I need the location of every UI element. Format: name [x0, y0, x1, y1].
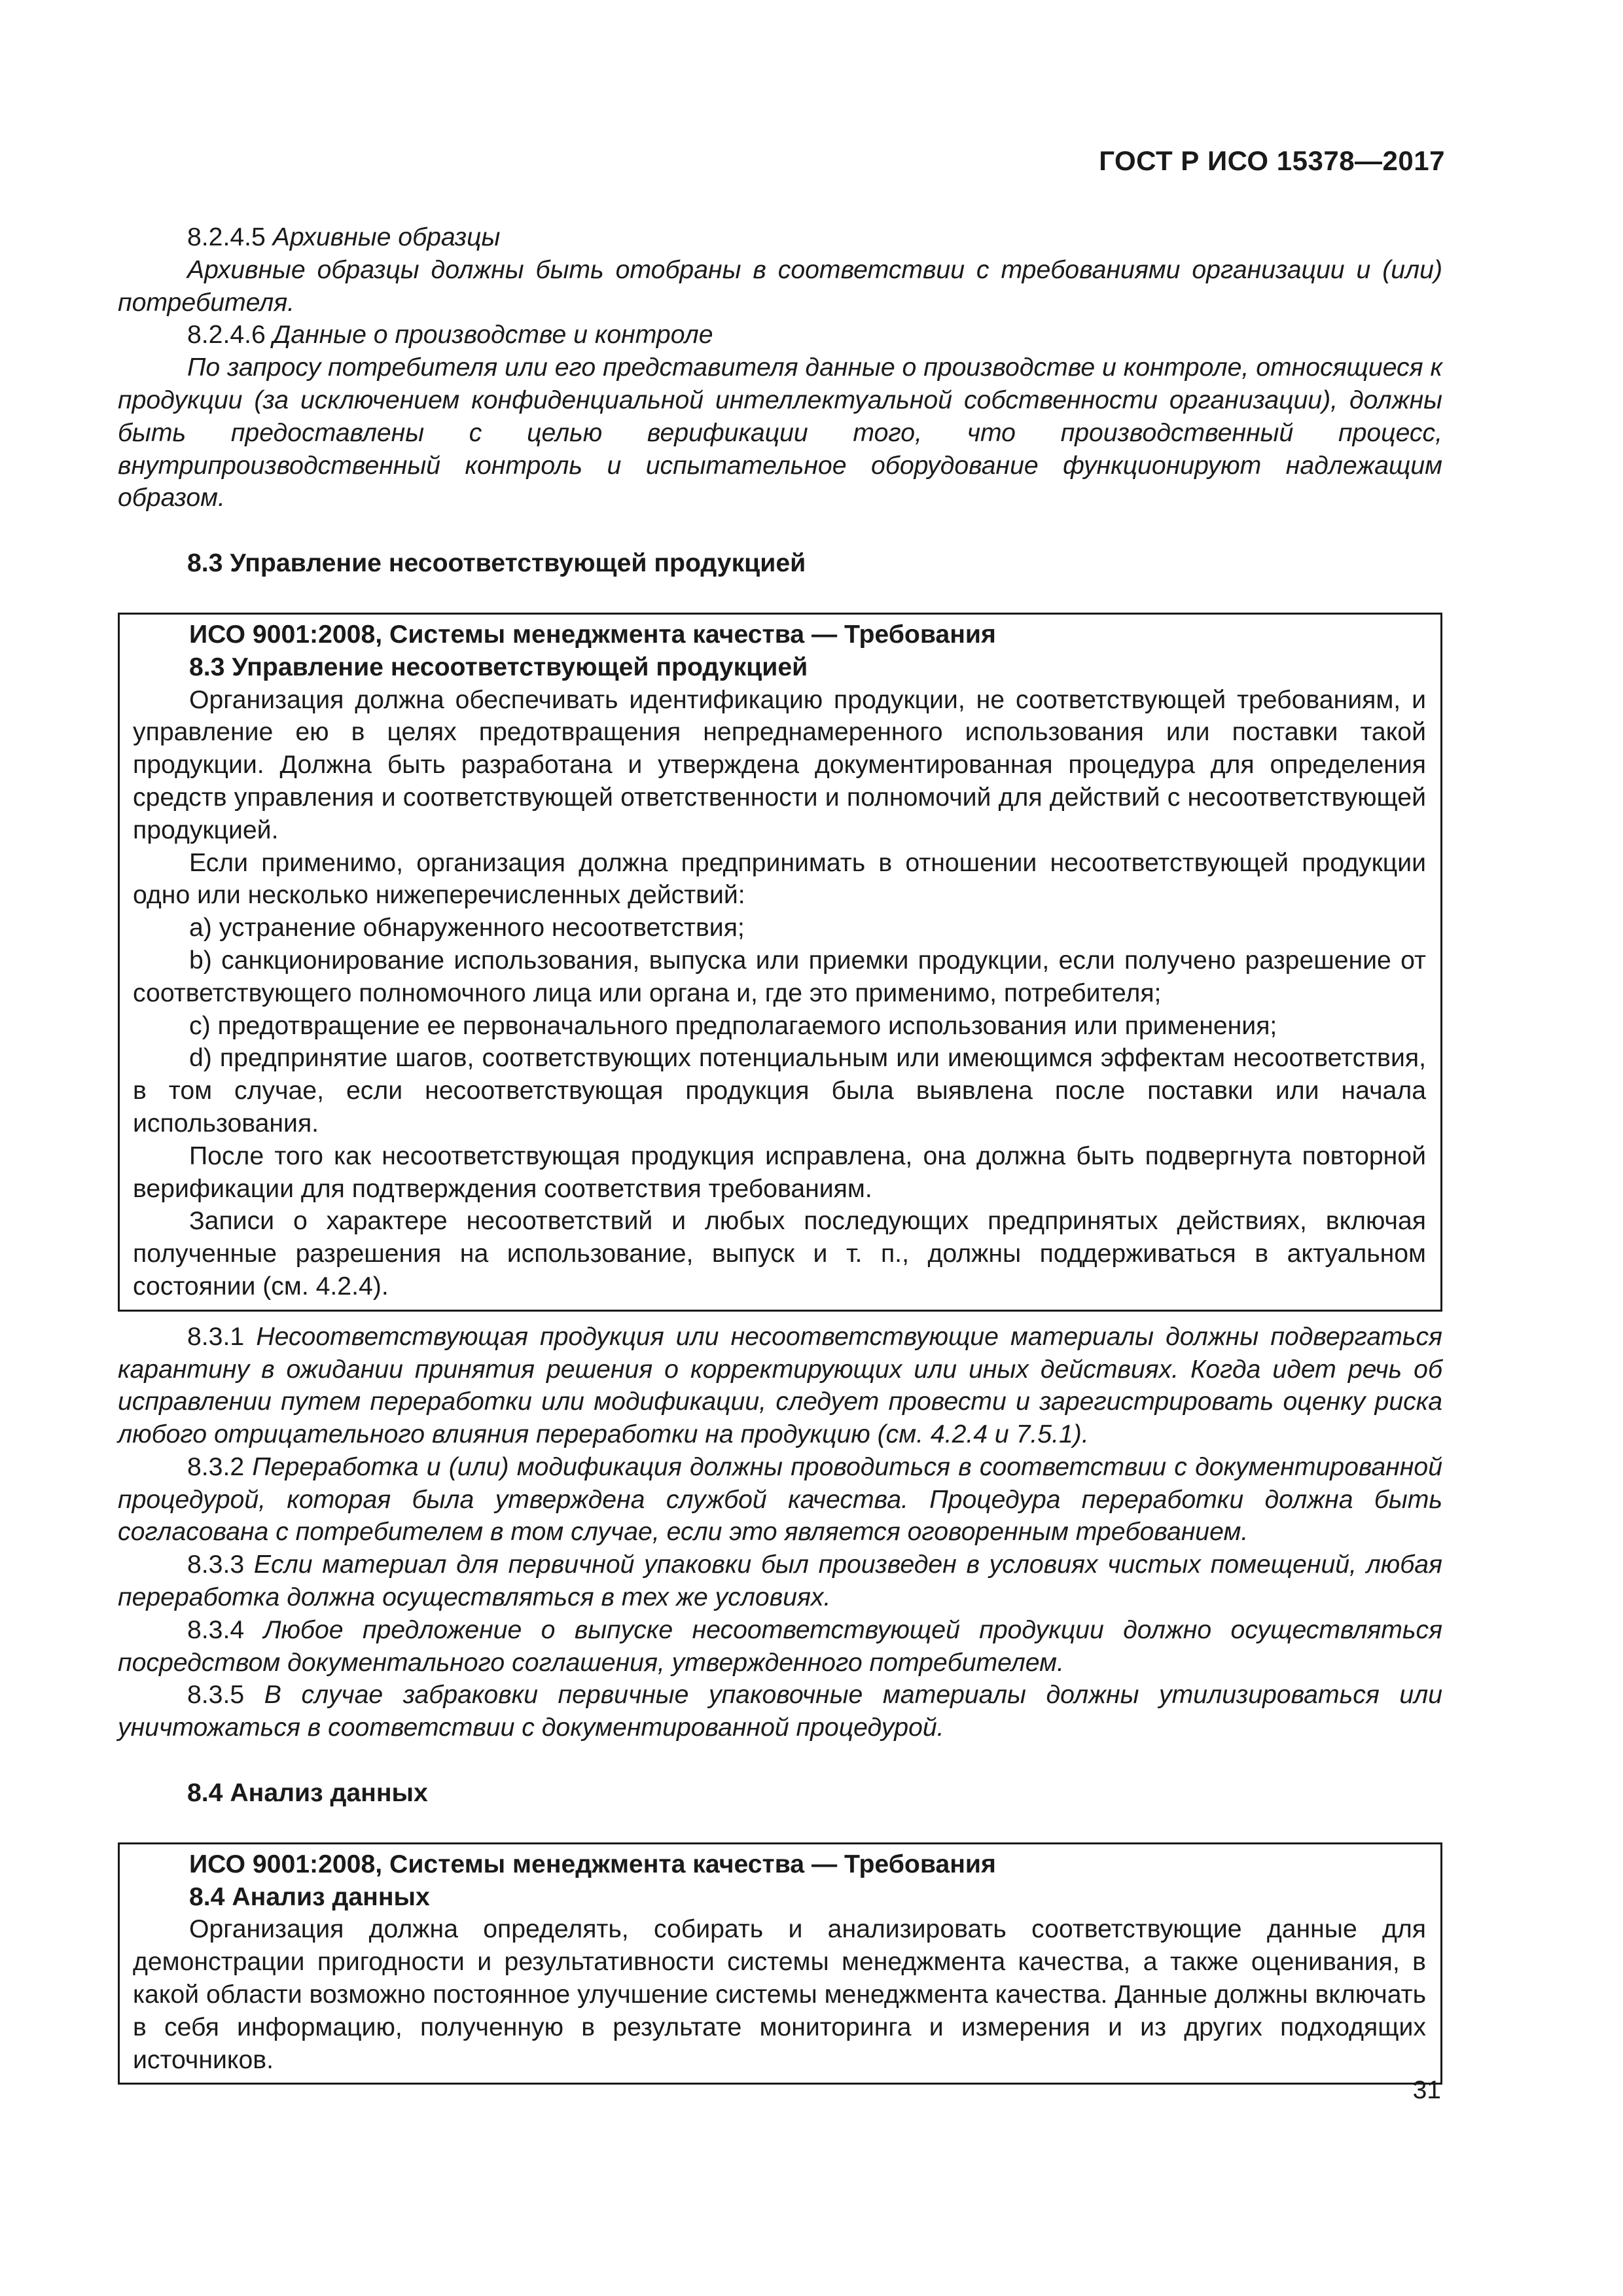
clause-title: Данные о производстве и контроле: [272, 321, 713, 350]
clause-8-2-4-5-text: Архивные образцы должны быть отобраны в соответствии с требованиями организации и (или) потребителя.: [118, 255, 1442, 317]
iso-9001-quote-box-8-3: [118, 613, 1442, 1312]
clause-8-3-3: [118, 1549, 1442, 1614]
clause-number: 8.3.5: [187, 1681, 245, 1710]
clause-8-2-4-6-title: [118, 319, 1442, 351]
clause-number: 8.3.4: [187, 1615, 245, 1644]
quote-standard-title: ИСО 9001:2008, Системы менеджмента качества — Требования: [189, 1850, 996, 1878]
clause-number: 8.2.4.6: [187, 321, 266, 350]
quote-paragraph: Организация должна обеспечивать идентификацию продукции, не соответствующей требованиям, и управление ею в целях предотвращения непреднамеренного использования или поставки такой продукции. Должна быть разработана и утверждена документированная процедура для определения средств управления и соответствующей ответственности и полномочий для действий с несоответствующей продукцией.: [133, 685, 1426, 844]
clause-8-3-1: [118, 1321, 1442, 1451]
quote-paragraph: Организация должна определять, собирать и анализировать соответствующие данные для демонстрации пригодности и результативности системы менеджмента качества, а также оценивания, в какой области возможно постоянное улучшение системы менеджмента качества. Данные должны включать в себя информацию, полученную в результате мониторинга и измерения и из других подходящих источников.: [133, 1915, 1426, 2074]
quote-paragraph: Записи о характере несоответствий и любых последующих предпринятых действиях, включая полученные разрешения на использование, выпуск и т. п., должны поддерживаться в актуальном состоянии (см. 4.2.4).: [133, 1207, 1426, 1300]
quote-paragraph: После того как несоответствующая продукция исправлена, она должна быть подвергнута повторной верификации для подтверждения соответствия требованиям.: [133, 1141, 1426, 1203]
clause-8-2-4-5-title: [118, 221, 1442, 254]
clause-text: Переработка и (или) модификация должны проводиться в соответствии с документированной процедурой, которая была утверждена службой качества. Процедура переработки должна быть согласована с потребителем в том случае, если это является оговоренным требованием.: [118, 1452, 1442, 1547]
page-number: 31: [1412, 2076, 1441, 2104]
quote-list-item-b: b) санкционирование использования, выпуска или приемки продукции, если получено разрешение от соответствующего полномочного лица или органа и, где это применимо, потребителя;: [133, 946, 1426, 1007]
clause-text: Любое предложение о выпуске несоответствующей продукции должно осуществляться посредством документального соглашения, утвержденного потребителем.: [118, 1615, 1442, 1677]
quote-list-item-a: a) устранение обнаруженного несоответствия;: [189, 914, 745, 942]
clause-number: 8.2.4.5: [187, 223, 266, 251]
clause-8-2-4-6-text: По запросу потребителя или его представителя данные о производстве и контроле, относящиеся к продукции (за исключением конфиденциальной интеллектуальной собственности организации), должны быть предоставлены с целью верификации того, что производственный процесс, внутрипроизводственный контроль и испытательное оборудование функционируют надлежащим образом.: [118, 353, 1442, 512]
page-content: [118, 221, 1442, 2094]
clause-8-3-4: [118, 1614, 1442, 1679]
clause-text: Несоответствующая продукция или несоответствующие материалы должны подвергаться карантину в ожидании принятия решения о корректирующих или иных действиях. Когда идет речь об исправлении путем переработки или модификации, следует провести и зарегистрировать оценку риска любого отрицательного влияния переработки на продукцию (см. 4.2.4 и 7.5.1).: [118, 1322, 1442, 1449]
quote-paragraph: Если применимо, организация должна предпринимать в отношении несоответствующей продукции одно или несколько нижеперечисленных действий:: [133, 848, 1426, 910]
clause-8-3-2: [118, 1451, 1442, 1549]
quote-list-item-d: d) предпринятие шагов, соответствующих потенциальным или имеющимся эффектам несоответствия, в том случае, если несоответствующая продукция была выявлена после поставки или начала использования.: [133, 1044, 1426, 1138]
section-heading-8-4: 8.4 Анализ данных: [187, 1779, 428, 1808]
iso-9001-quote-box-8-4: [118, 1842, 1442, 2085]
document-header: ГОСТ Р ИСО 15378—2017: [1099, 145, 1445, 176]
quote-clause-title: 8.3 Управление несоответствующей продукцией: [189, 653, 808, 681]
clause-number: 8.3.2: [187, 1452, 245, 1481]
clause-title: Архивные образцы: [272, 223, 501, 251]
clause-text: В случае забраковки первичные упаковочные материалы должны утилизироваться или уничтожаться в соответствии с документированной процедурой.: [118, 1681, 1443, 1742]
clause-8-3-5: [118, 1679, 1442, 1744]
quote-list-item-c: c) предотвращение ее первоначального предполагаемого использования или применения;: [189, 1011, 1277, 1040]
clause-text: Если материал для первичной упаковки был произведен в условиях чистых помещений, любая переработка должна осуществляться в тех же условиях.: [118, 1551, 1442, 1612]
clause-number: 8.3.3: [187, 1551, 245, 1579]
clause-number: 8.3.1: [187, 1322, 245, 1351]
quote-clause-title: 8.4 Анализ данных: [189, 1882, 430, 1911]
section-heading-8-3: 8.3 Управление несоответствующей продукцией: [187, 549, 806, 578]
quote-standard-title: ИСО 9001:2008, Системы менеджмента качества — Требования: [189, 620, 996, 649]
